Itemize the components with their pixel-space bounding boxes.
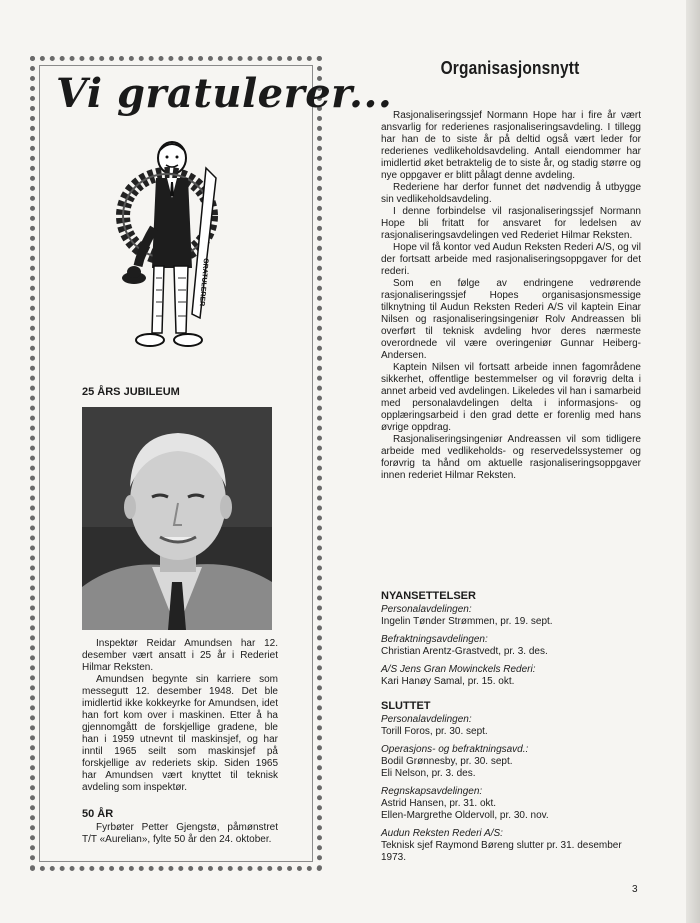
- article-paragraph: I denne forbindelse vil rasjonaliseringssjef Normann Hope bli fritatt for ansvaret for ledelsen av rasjonaliseringsavdelingen ved Rederiet Hilmar Reksten.: [381, 206, 641, 241]
- person-line: Torill Foros, pr. 30. sept.: [381, 726, 488, 737]
- article-paragraph: Som en følge av endringene vedrørende rasjonaliseringssjef Hopes organisasjonsmessige tilknytning til Audun Reksten Rederi A/S vil kaptein Einar Nilsen og rasjonaliseringsingeniør Rolv Andreassen bli overført til teknisk avdeling hvor deres nærmeste overordnede vil være overingeniør Gunnar Heiberg-Andersen.: [381, 278, 641, 361]
- article-paragraph: Rasjonaliseringsingeniør Andreassen vil som tidligere arbeide med vedlikeholds- og reservedelssystemer og forøvrig ta hånd om aktuelle rasjonaliseringsoppgaver innen rederiet Hilmar Reksten.: [381, 434, 641, 481]
- person-line: Ingelin Tønder Strømmen, pr. 19. sept.: [381, 616, 553, 627]
- jubilee-paragraph: Amundsen begynte sin karriere som messegutt 12. desember 1948. Det ble imidlertid ikke kokkeyrke for Amundsen, idet han fort kom over i maskinen. Etter å ha gjennomgått de forskjellige gradene, ble han i 1959 utnevnt til maskinsjef, og har inntil 1965 seilt som maskinsjef på forskjellige av rederiets skip. Siden 1965 har Amundsen vært knyttet til teknisk avdeling som inspektør.: [82, 674, 278, 793]
- nyansettelser-heading: NYANSETTELSER: [381, 590, 476, 602]
- person-line: Ellen-Margrethe Oldervoll, pr. 30. nov.: [381, 810, 549, 821]
- list-item: [381, 634, 641, 658]
- page-edge-shadow: [686, 0, 700, 923]
- person-line: Kari Hanøy Samal, pr. 15. okt.: [381, 676, 515, 687]
- article-body: [381, 110, 641, 482]
- list-item: [381, 828, 641, 864]
- person-line: Teknisk sjef Raymond Børeng slutter pr. 31. desember 1973.: [381, 840, 622, 863]
- list-item: [381, 604, 641, 628]
- person-line: Eli Nelson, pr. 3. des.: [381, 768, 476, 779]
- jubilee-heading: 25 ÅRS JUBILEUM: [82, 386, 180, 398]
- department-name: A/S Jens Gran Mowinckels Rederi:: [381, 664, 536, 675]
- list-item: [381, 744, 641, 780]
- congratulations-heading: Vi gratulerer...: [56, 70, 393, 117]
- jubilee-paragraph: Inspektør Reidar Amundsen har 12. desember vært ansatt i 25 år i Rederiet Hilmar Reksten.: [82, 638, 278, 673]
- article-paragraph: Hope vil få kontor ved Audun Reksten Rederi A/S, og vil der fortsatt arbeide med rasjonaliseringsoppgaver for det rederi.: [381, 242, 641, 277]
- list-item: [381, 786, 641, 822]
- department-name: Regnskapsavdelingen:: [381, 786, 483, 797]
- fifty-text: [82, 822, 278, 846]
- department-name: Personalavdelingen:: [381, 714, 472, 725]
- fifty-paragraph: Fyrbøter Petter Gjengstø, påmønstret T/T «Aurelian», fylte 50 år den 24. oktober.: [82, 822, 278, 845]
- article-paragraph: Rederiene har derfor funnet det nødvendig å utbygge sin vedlikeholdsavdeling.: [381, 182, 641, 205]
- sluttet-section: [381, 700, 641, 870]
- department-name: Personalavdelingen:: [381, 604, 472, 615]
- person-line: Bodil Grønnesby, pr. 30. sept.: [381, 756, 513, 767]
- jubilee-text: [82, 638, 278, 794]
- list-item: [381, 664, 641, 688]
- person-line: Astrid Hansen, pr. 31. okt.: [381, 798, 497, 809]
- page-title: Organisasjonsnytt: [440, 58, 580, 78]
- department-name: Befraktningsavdelingen:: [381, 634, 488, 645]
- department-name: Audun Reksten Rederi A/S:: [381, 828, 503, 839]
- portrait-photo: [82, 407, 272, 630]
- article-paragraph: Kaptein Nilsen vil fortsatt arbeide innen fagområdene sikkerhet, offentlige bestemmelser og vil forøvrig delta i annet arbeid ved avdelingen. Likeledes vil han i samarbeid med personalavdelingen delta i informasjons- og opplæringsarbeid i den grad dette er forenlig med hans øvrige oppdrag.: [381, 362, 641, 433]
- fifty-heading: 50 ÅR: [82, 808, 114, 820]
- list-item: [381, 714, 641, 738]
- nyansettelser-section: [381, 590, 641, 694]
- sluttet-heading: SLUTTET: [381, 700, 431, 712]
- sash-text: GRATULERER: [197, 257, 209, 307]
- department-name: Operasjons- og befraktningsavd.:: [381, 744, 529, 755]
- page-number: 3: [632, 884, 638, 895]
- person-line: Christian Arentz-Grastvedt, pr. 3. des.: [381, 646, 548, 657]
- article-paragraph: Rasjonaliseringssjef Normann Hope har i fire år vært ansvarlig for rederienes rasjonaliseringsavdeling. I tillegg har han de to siste år på deltid også vært leder for rederienes vedlikeholdsavdeling. Antall eiendommer har imidlertid øket betraktelig de to siste år, og stadig større og nye oppgaver er blitt pålagt denne avdeling.: [381, 110, 641, 181]
- laurel-man-illustration: [112, 138, 236, 363]
